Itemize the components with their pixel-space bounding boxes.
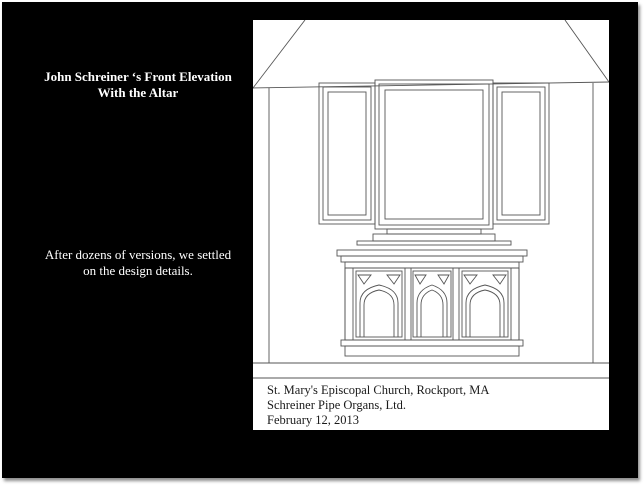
altar-arch-center: [413, 271, 451, 337]
slide-body-line-1: After dozens of versions, we settled: [44, 247, 232, 262]
presentation-slide: [2, 2, 638, 478]
slide-body-text: [22, 247, 254, 279]
altar-arch-right: [462, 271, 508, 337]
altar-arch-left: [356, 271, 402, 337]
altar-elevation-svg: [253, 20, 609, 430]
front-elevation-drawing: [253, 20, 609, 430]
slide-body-line-2: on the design details.: [83, 263, 193, 278]
drawing-title-block: [267, 383, 597, 428]
caption-church: St. Mary's Episcopal Church, Rockport, MA: [267, 383, 490, 397]
triptych-center-panel: [375, 80, 493, 229]
triptych-left-panel: [319, 83, 375, 224]
slide-title-line-2: With the Altar: [97, 85, 179, 100]
slide-title: [22, 69, 254, 101]
triptych-right-panel: [493, 83, 549, 224]
altar-gradine: [337, 229, 527, 262]
caption-date: February 12, 2013: [267, 413, 359, 427]
slide-title-line-1: John Schreiner ‘s Front Elevation: [44, 69, 232, 84]
altar-body: [341, 262, 523, 356]
gable-outline: [253, 20, 609, 363]
caption-builder: Schreiner Pipe Organs, Ltd.: [267, 398, 406, 412]
